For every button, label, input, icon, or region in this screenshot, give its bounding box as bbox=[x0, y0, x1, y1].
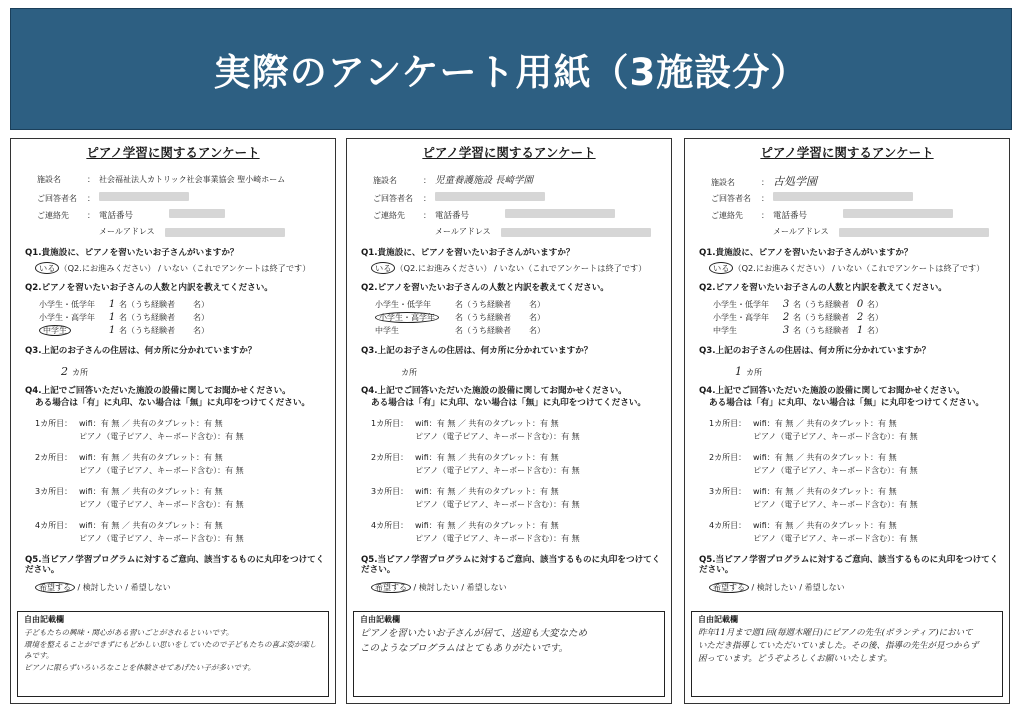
q1-yes-circled: いる bbox=[35, 262, 59, 274]
facility-label: 施設名 bbox=[37, 174, 61, 184]
q5-answer: 希望する / 検討したい / 希望しない bbox=[35, 583, 325, 593]
question-2: Q2.ピアノを習いたいお子さんの人数と内訳を教えてください。 bbox=[25, 282, 273, 293]
facility-equipment: 1カ所目： wifi：有 無 ／ 共有のタブレット：有 無 ピアノ（電子ピアノ、キーボード含む）：有 無 2カ所目： wifi：有 無 ／ 共有のタブレット：有 無 ピアノ（電子ピアノ、キーボード含む）：有 無 3カ所目： wifi：有 無 ／ 共有のタブレット：有 無 ピアノ（電子ピアノ、キーボード含む）：有 無 4カ所目： wifi：有 無 ／ 共有のタブレット：有 無 ピアノ（電子ピアノ、キーボード含む）：有 無 bbox=[709, 419, 918, 544]
respondent-label: ご回答者名 bbox=[37, 193, 77, 203]
contact-label: ご連絡先 bbox=[37, 210, 69, 220]
sheet-title: ピアノ学習に関するアンケート bbox=[422, 145, 596, 160]
question-1: Q1.貴施設に、ピアノを習いたいお子さんがいますか？ bbox=[361, 247, 575, 258]
free-comment-text: ピアノを習いたいお子さんが居て、送迎も大変なため このようなプログラムはとてもありがたいです。 bbox=[360, 628, 588, 654]
contact-label: ご連絡先 bbox=[711, 210, 743, 220]
count-row-low: 小学生・低学年 名（うち経験者 名） bbox=[375, 299, 545, 309]
question-5: Q5.当ピアノ学習プログラムに対するご意向、該当するものに丸印をつけてください。 bbox=[699, 554, 999, 576]
sheet-title: ピアノ学習に関するアンケート bbox=[760, 145, 934, 160]
free-comment-text: 昨年11月まで週1回(毎週木曜日)にピアノの先生(ボランティア)において いただき指導していただいていました。その後、指導の先生が見つからず 困っています。どうぞよろしくお願いいたします。 bbox=[698, 628, 979, 665]
redacted-mail bbox=[501, 228, 651, 237]
phone-label: 電話番号 bbox=[773, 210, 808, 221]
facility-name: 社会福祉法人カトリック社会事業協会 聖小崎ホーム bbox=[99, 174, 286, 184]
question-2: Q2.ピアノを習いたいお子さんの人数と内訳を教えてください。 bbox=[699, 282, 947, 293]
count-row-mid: 中学生 名（うち経験者 名） bbox=[375, 325, 545, 335]
title-banner bbox=[10, 8, 1012, 130]
facility-label: 施設名 bbox=[711, 177, 735, 187]
free-comment-box: 自由記載欄 昨年11月まで週1回(毎週木曜日)にピアノの先生(ボランティア)において いただき指導していただいていました。その後、指導の先生が見つからず 困っています。どうぞよろしくお願いいたします。 bbox=[691, 611, 1003, 697]
survey-sheet-3: ピアノ学習に関するアンケート 施設名 ： 古処学園 ご回答者名 ： ご連絡先 ： 電話番号 メールアドレス Q1.貴施設に、ピアノを習いたいお子さんがいますか？ いる （Q2.にお進みください） / いない（これでアンケートは終了です） Q2.ピアノを習いたいお子さんの人数と内訳を教えてください。 小学生・低学年 3 名（うち経験者 0 名） 小学生・高学年 2 名（うち経験者 2 名） 中学生 3 名（うち経験者 1 名） Q3.上記のお子さんの住居は、何カ所に分かれていますか？ 1 カ所 Q4.上記でご回答いただいた施設の設備に関してお聞かせください。 ある場合は「有」に丸印、ない場合は「無」に丸印をつけてください。 1カ所目： wifi：有 無 ／ 共有のタブレット：有 無 ピアノ（電子ピアノ、キーボード含む）：有 無 2カ所目： wifi：有 無 ／ 共有のタブレット：有 無 ピアノ（電子ピアノ、キーボード含む）：有 無 3カ所目： wifi：有 無 ／ 共有のタブレット：有 無 ピアノ（電子ピアノ、キーボード含む）：有 無 4カ所目： wifi：有 無 ／ 共有のタブレット：有 無 ピアノ（電子ピアノ、キーボード含む）：有 無 Q5.当ピアノ学習プログラムに対するご意向、該当するものに丸印をつけてください。 希望する / 検討したい / 希望しない 自由記載欄 昨年11月まで週1回(毎週木曜日)にピアノの先生(ボランティア)において いただき指導していただいていました。その後、指導の先生が見つからず 困っています。どうぞよろしくお願いいたします。 bbox=[684, 138, 1010, 704]
q3-answer: 2 カ所 bbox=[61, 365, 88, 379]
redacted-phone bbox=[843, 209, 953, 218]
redacted-mail bbox=[839, 228, 989, 237]
count-row-high: 小学生・高学年 1 名（うち経験者 名） bbox=[39, 311, 209, 323]
banner-title: 実際のアンケート用紙（3施設分） bbox=[213, 51, 809, 94]
question-4: Q4.上記でご回答いただいた施設の設備に関してお聞かせください。 bbox=[361, 386, 627, 397]
mail-label: メールアドレス bbox=[435, 227, 491, 237]
question-5: Q5.当ピアノ学習プログラムに対するご意向、該当するものに丸印をつけてください。 bbox=[25, 554, 325, 576]
count-row-low: 小学生・低学年 1 名（うち経験者 名） bbox=[39, 298, 209, 310]
respondent-label: ご回答者名 bbox=[373, 193, 413, 203]
q1-yes-circled: いる bbox=[371, 262, 395, 274]
mail-label: メールアドレス bbox=[773, 227, 829, 237]
question-4: Q4.上記でご回答いただいた施設の設備に関してお聞かせください。 bbox=[699, 386, 965, 397]
count-row-mid: 中学生 1 名（うち経験者 名） bbox=[39, 324, 325, 337]
free-comment-box: 自由記載欄 ピアノを習いたいお子さんが居て、送迎も大変なため このようなプログラムはとてもありがたいです。 bbox=[353, 611, 665, 697]
phone-label: 電話番号 bbox=[99, 210, 134, 221]
facility-equipment: 1カ所目： wifi：有 無 ／ 共有のタブレット：有 無 ピアノ（電子ピアノ、キーボード含む）：有 無 2カ所目： wifi：有 無 ／ 共有のタブレット：有 無 ピアノ（電子ピアノ、キーボード含む）：有 無 3カ所目： wifi：有 無 ／ 共有のタブレット：有 無 ピアノ（電子ピアノ、キーボード含む）：有 無 4カ所目： wifi：有 無 ／ 共有のタブレット：有 無 ピアノ（電子ピアノ、キーボード含む）：有 無 bbox=[371, 419, 580, 544]
question-3: Q3.上記のお子さんの住居は、何カ所に分かれていますか？ bbox=[361, 346, 593, 357]
phone-label: 電話番号 bbox=[435, 210, 470, 221]
free-comment-text: 子どもたちの興味・関心がある習いごとがされるといいです。 環境を整えることができずにもどかしい思いをしていたので子どもたちの喜ぶ姿が楽しみです。 ピアノに限らずいろいろなことを体験させてあげたい子が多いです。 bbox=[24, 628, 317, 672]
question-4: Q4.上記でご回答いただいた施設の設備に関してお聞かせください。 bbox=[25, 386, 291, 397]
count-row-high: 小学生・高学年 2 名（うち経験者 2 名） bbox=[713, 311, 883, 323]
count-row-high: 小学生・高学年 名（うち経験者 名） bbox=[375, 311, 661, 324]
q3-answer: 1 カ所 bbox=[735, 365, 762, 379]
survey-sheet-1: ピアノ学習に関するアンケート 施設名 ： 社会福祉法人カトリック社会事業協会 聖小崎ホーム ご回答者名 ： ご連絡先 ： 電話番号 メールアドレス Q1.貴施設に、ピアノを習いたいお子さんがいますか？ いる （Q2.にお進みください） / いない（これでアンケートは終了です） Q2.ピアノを習いたいお子さんの人数と内訳を教えてください。 小学生・低学年 1 名（うち経験者 名） 小学生・高学年 1 名（うち経験者 名） 中学生 1 名（うち経験者 名） Q3.上記のお子さんの住居は、何カ所に分かれていますか？ 2 カ所 Q4.上記でご回答いただいた施設の設備に関してお聞かせください。 ある場合は「有」に丸印、ない場合は「無」に丸印をつけてください。 1カ所目： wifi：有 無 ／ 共有のタブレット：有 無 ピアノ（電子ピアノ、キーボード含む）：有 無 2カ所目： wifi：有 無 ／ 共有のタブレット：有 無 ピアノ（電子ピアノ、キーボード含む）：有 無 3カ所目： wifi：有 無 ／ 共有のタブレット：有 無 ピアノ（電子ピアノ、キーボード含む）：有 無 4カ所目： wifi：有 無 ／ 共有のタブレット：有 無 ピアノ（電子ピアノ、キーボード含む）：有 無 Q5.当ピアノ学習プログラムに対するご意向、該当するものに丸印をつけてください。 希望する / 検討したい / 希望しない 自由記載欄 子どもたちの興味・関心がある習いごとがされるといいです。 環境を整えることができずにもどかしい思いをしていたので子どもたちの喜ぶ姿が楽しみです。 ピアノに限らずいろいろなことを体験させてあげたい子が多いです。 bbox=[10, 138, 336, 704]
q5-answer: 希望する / 検討したい / 希望しない bbox=[371, 583, 661, 593]
respondent-label: ご回答者名 bbox=[711, 193, 751, 203]
question-3: Q3.上記のお子さんの住居は、何カ所に分かれていますか？ bbox=[699, 346, 931, 357]
free-comment-box: 自由記載欄 子どもたちの興味・関心がある習いごとがされるといいです。 環境を整えることができずにもどかしい思いをしていたので子どもたちの喜ぶ姿が楽しみです。 ピアノに限らずいろいろなことを体験させてあげたい子が多いです。 bbox=[17, 611, 329, 697]
facility-equipment: 1カ所目： wifi：有 無 ／ 共有のタブレット：有 無 ピアノ（電子ピアノ、キーボード含む）：有 無 2カ所目： wifi：有 無 ／ 共有のタブレット：有 無 ピアノ（電子ピアノ、キーボード含む）：有 無 3カ所目： wifi：有 無 ／ 共有のタブレット：有 無 ピアノ（電子ピアノ、キーボード含む）：有 無 4カ所目： wifi：有 無 ／ 共有のタブレット：有 無 ピアノ（電子ピアノ、キーボード含む）：有 無 bbox=[35, 419, 244, 544]
question-1: Q1.貴施設に、ピアノを習いたいお子さんがいますか？ bbox=[699, 247, 913, 258]
q5-answer: 希望する / 検討したい / 希望しない bbox=[709, 583, 999, 593]
count-row-low: 小学生・低学年 3 名（うち経験者 0 名） bbox=[713, 298, 883, 310]
facility-label: 施設名 bbox=[373, 175, 397, 185]
contact-label: ご連絡先 bbox=[373, 210, 405, 220]
redacted-respondent bbox=[435, 192, 545, 201]
count-row-mid: 中学生 3 名（うち経験者 1 名） bbox=[713, 324, 883, 336]
redacted-phone bbox=[169, 209, 225, 218]
question-2: Q2.ピアノを習いたいお子さんの人数と内訳を教えてください。 bbox=[361, 282, 609, 293]
question-3: Q3.上記のお子さんの住居は、何カ所に分かれていますか？ bbox=[25, 346, 257, 357]
q1-yes-circled: いる bbox=[709, 262, 733, 274]
mail-label: メールアドレス bbox=[99, 227, 155, 237]
redacted-phone bbox=[505, 209, 615, 218]
facility-name: 古処学園 bbox=[773, 174, 817, 188]
question-5: Q5.当ピアノ学習プログラムに対するご意向、該当するものに丸印をつけてください。 bbox=[361, 554, 661, 576]
question-1: Q1.貴施設に、ピアノを習いたいお子さんがいますか？ bbox=[25, 247, 239, 258]
survey-sheet-2: ピアノ学習に関するアンケート 施設名 ： 児童養護施設 長崎学園 ご回答者名 ： ご連絡先 ： 電話番号 メールアドレス Q1.貴施設に、ピアノを習いたいお子さんがいますか？ いる （Q2.にお進みください） / いない（これでアンケートは終了です） Q2.ピアノを習いたいお子さんの人数と内訳を教えてください。 小学生・低学年 名（うち経験者 名） 小学生・高学年 名（うち経験者 名） 中学生 名（うち経験者 名） Q3.上記のお子さんの住居は、何カ所に分かれていますか？ カ所 Q4.上記でご回答いただいた施設の設備に関してお聞かせください。 ある場合は「有」に丸印、ない場合は「無」に丸印をつけてください。 1カ所目： wifi：有 無 ／ 共有のタブレット：有 無 ピアノ（電子ピアノ、キーボード含む）：有 無 2カ所目： wifi：有 無 ／ 共有のタブレット：有 無 ピアノ（電子ピアノ、キーボード含む）：有 無 3カ所目： wifi：有 無 ／ 共有のタブレット：有 無 ピアノ（電子ピアノ、キーボード含む）：有 無 4カ所目： wifi：有 無 ／ 共有のタブレット：有 無 ピアノ（電子ピアノ、キーボード含む）：有 無 Q5.当ピアノ学習プログラムに対するご意向、該当するものに丸印をつけてください。 希望する / 検討したい / 希望しない 自由記載欄 ピアノを習いたいお子さんが居て、送迎も大変なため このようなプログラムはとてもありがたいです。 bbox=[346, 138, 672, 704]
redacted-mail bbox=[165, 228, 285, 237]
q3-answer: カ所 bbox=[401, 368, 417, 378]
sheet-title: ピアノ学習に関するアンケート bbox=[86, 145, 260, 160]
facility-name: 児童養護施設 長崎学園 bbox=[435, 174, 534, 186]
redacted-respondent bbox=[773, 192, 913, 201]
redacted-respondent bbox=[99, 192, 189, 201]
